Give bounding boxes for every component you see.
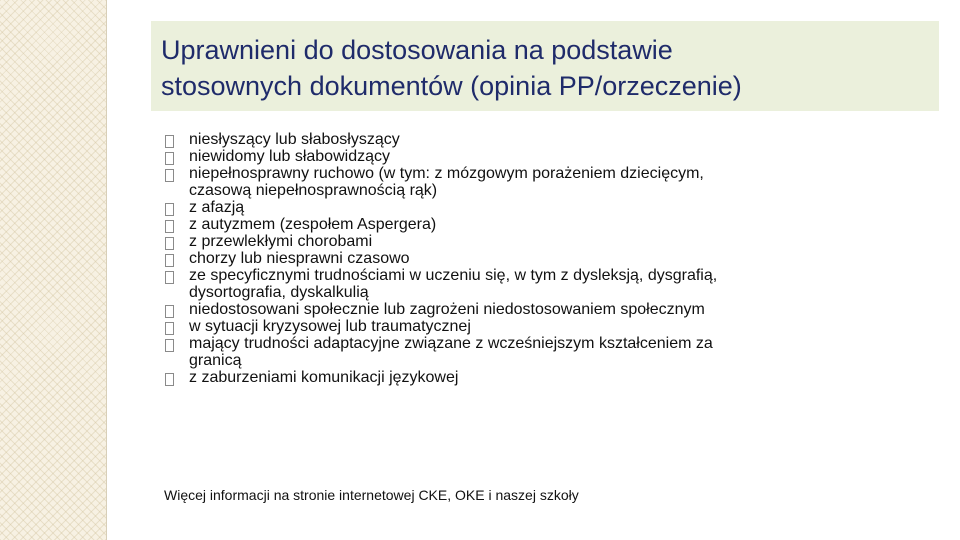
list-item-text: z zaburzeniami komunikacji językowej <box>189 369 459 386</box>
list-item <box>160 301 810 318</box>
empty-square-icon <box>165 220 174 233</box>
list-item <box>160 335 810 369</box>
list-item <box>160 318 810 335</box>
slide-title-line: Uprawnieni do dostosowania na podstawie <box>161 35 673 65</box>
empty-square-icon <box>165 305 174 318</box>
list-item-text: z autyzmem (zespołem Aspergera) <box>189 216 437 233</box>
list-item <box>160 216 810 233</box>
list-item <box>160 250 810 267</box>
empty-square-icon <box>165 254 174 267</box>
list-item-text: mający trudności adaptacyjne związane z wcześniejszym kształceniem za <box>189 335 713 352</box>
list-item-text: niedostosowani społecznie lub zagrożeni niedostosowaniem społecznym <box>189 301 705 318</box>
list-item <box>160 267 810 301</box>
empty-square-icon <box>165 203 174 216</box>
list-item-text: dysortografia, dyskalkulią <box>189 284 369 301</box>
list-item-text: ze specyficznymi trudnościami w uczeniu się, w tym z dysleksją, dysgrafią, <box>189 267 718 284</box>
list-item-text: granicą <box>189 352 242 369</box>
empty-square-icon <box>165 339 174 352</box>
list-item-text: niepełnosprawny ruchowo (w tym: z mózgowym porażeniem dziecięcym, <box>189 165 704 182</box>
list-item <box>160 131 810 148</box>
list-item-text: chorzy lub niesprawni czasowo <box>189 250 410 267</box>
list-item-text: z przewlekłymi chorobami <box>189 233 373 250</box>
list-item-text: czasową niepełnosprawnością rąk) <box>189 182 438 199</box>
empty-square-icon <box>165 237 174 250</box>
list-item-text: niewidomy lub słabowidzący <box>189 148 390 165</box>
empty-square-icon <box>165 271 174 284</box>
slide-title-line: stosownych dokumentów (opinia PP/orzeczenie) <box>161 71 742 101</box>
list-item-text: z afazją <box>189 199 245 216</box>
list-item-text: w sytuacji kryzysowej lub traumatycznej <box>189 318 471 335</box>
list-item <box>160 199 810 216</box>
list-item <box>160 148 810 165</box>
list-item <box>160 369 810 386</box>
list-item <box>160 233 810 250</box>
footer-note: Więcej informacji na stronie internetowej CKE, OKE i naszej szkoły <box>164 487 579 503</box>
empty-square-icon <box>165 322 174 335</box>
empty-square-icon <box>165 373 174 386</box>
empty-square-icon <box>165 152 174 165</box>
side-divider <box>106 0 107 540</box>
eligibility-list <box>160 131 810 386</box>
decorative-side-strip <box>0 0 106 540</box>
list-item-text: niesłyszący lub słabosłyszący <box>189 131 400 148</box>
empty-square-icon <box>165 169 174 182</box>
slide-title <box>161 32 931 104</box>
list-item <box>160 165 810 199</box>
empty-square-icon <box>165 135 174 148</box>
